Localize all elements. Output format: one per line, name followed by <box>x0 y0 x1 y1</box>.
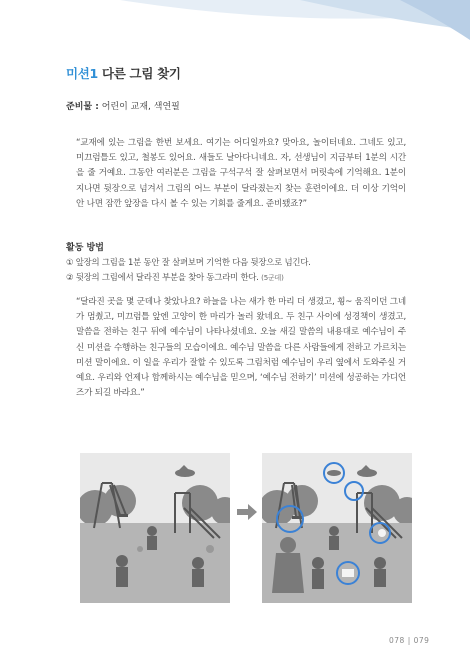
activity-heading: 활동 방법 <box>66 243 104 253</box>
materials-label: 준비물 : <box>66 102 99 112</box>
playground-illustration-original <box>80 453 230 603</box>
materials-line <box>66 99 180 112</box>
playground-illustration-changed <box>262 453 412 603</box>
intro-paragraph: “교재에 있는 그림을 한번 보세요. 여기는 어디일까요? 맞아요, 놀이터네요. 그네도 있고, 미끄럼틀도 있고, 철봉도 있어요. 새들도 날아다니네요. 자, 선생님이 지금부터 1분의 시간을 줄 거예요. 그동안 여러분은 그림을 구석구석 잘 살펴보면서 머릿속에 기억해요. 1분이 지나면 뒷장으로 넘겨서 그림의 어느 부분이 달라졌는지 찾는 훈련이에요. 더 이상 기억이 안 나면 잠깐 앞장을 다시 볼 수 있는 기회를 줄게요. 준비됐죠?” <box>76 138 406 209</box>
mission-number: 미션1 <box>66 66 98 81</box>
mission-heading <box>66 64 181 82</box>
arrow-right-icon <box>237 504 257 520</box>
page-number: 078 | 079 <box>389 636 430 645</box>
activity-step-1 <box>66 256 311 268</box>
step-text: ② 뒷장의 그림에서 달라진 부분을 찾아 동그라미 한다. <box>66 272 259 282</box>
materials-value: 어린이 교재, 색연필 <box>101 102 180 112</box>
outro-paragraph: “달라진 곳을 몇 군데나 찾았나요? 하늘을 나는 새가 한 마리 더 생겼고, 휭~ 움직이던 그네가 멈췄고, 미끄럼틀 앞엔 고양이 한 마리가 놀러 왔네요. 두 친구 사이에 성경책이 생겼고, 말씀을 전하는 친구 뒤에 예수님이 나타나셨네요. 오늘 새길 말씀의 내용대로 예수님이 주신 미션을 수행하는 친구들의 모습이에요. 예수님 말씀을 다른 사람들에게 전하고 가르치는 미션 말이에요. 이 일을 우리가 잘할 수 있도록 그림처럼 예수님이 우리 옆에서 도와주실 거예요. 우리와 언제나 함께하시는 예수님을 믿으며, ‘예수님 전하기’ 미션에 성공하는 가디언즈가 되길 바라요.” <box>76 297 406 399</box>
mission-title: 다른 그림 찾기 <box>101 66 181 81</box>
activity-step-2 <box>66 271 284 283</box>
decorative-corner <box>0 0 470 40</box>
step-note: (5군데) <box>261 274 284 282</box>
step-text: ① 앞장의 그림을 1분 동안 잘 살펴보며 기억한 다음 뒷장으로 넘긴다. <box>66 257 311 267</box>
